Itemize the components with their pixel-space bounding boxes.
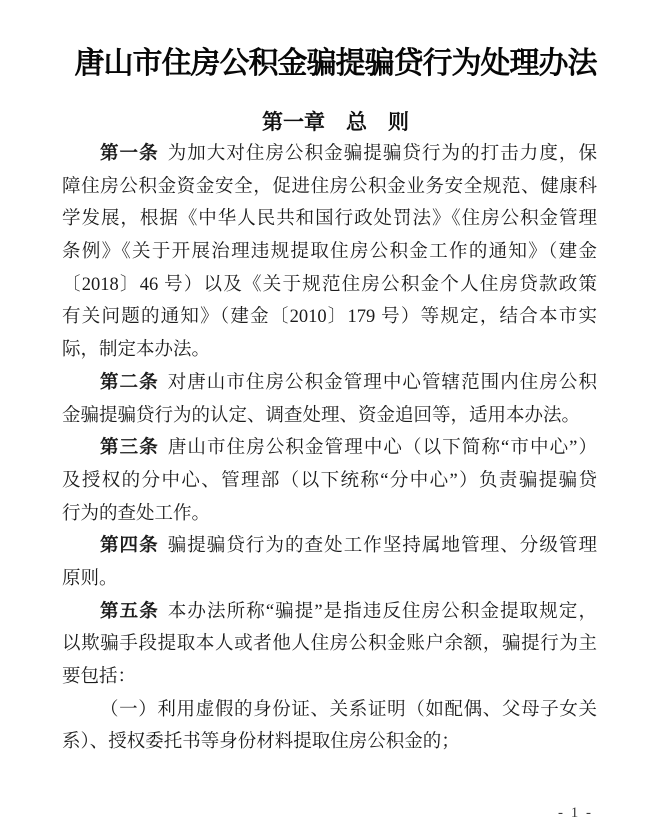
- text-line: [62, 628, 597, 661]
- page-number: - 1 -: [558, 805, 593, 821]
- text-line: [62, 301, 597, 334]
- text-line: [62, 498, 597, 531]
- text-line: [62, 596, 597, 629]
- text-line: [62, 726, 597, 759]
- text-line: [62, 563, 597, 596]
- document-body: [62, 138, 597, 759]
- chapter-heading: 第一章 总 则: [262, 110, 409, 134]
- line-text: 要包括：: [62, 667, 137, 687]
- text-line: [62, 400, 597, 433]
- article-number: 第二条: [100, 372, 159, 393]
- text-line: [62, 269, 597, 302]
- line-text: （一）利用虚假的身份证、关系证明（如配偶、父母子女关: [100, 699, 597, 720]
- text-line: [62, 334, 597, 367]
- line-text: 及授权的分中心、管理部（以下统称“分中心”）负责骗提骗贷: [62, 470, 597, 491]
- line-text: 障住房公积金资金安全，促进住房公积金业务安全规范、健康科: [62, 176, 597, 197]
- text-line: [62, 236, 597, 269]
- line-text: 有关问题的通知》（建金〔2010〕179 号）等规定，结合本市实: [62, 307, 597, 328]
- line-text: 条例》《关于开展治理违规提取住房公积金工作的通知》（建金: [62, 242, 597, 263]
- line-text: 系）、授权委托书等身份材料提取住房公积金的；: [62, 732, 460, 753]
- text-line: [62, 432, 597, 465]
- article-number: 第四条: [100, 536, 159, 557]
- line-text: 唐山市住房公积金管理中心（以下简称“市中心”）: [167, 438, 597, 459]
- article-number: 第三条: [100, 438, 159, 459]
- line-text: 以欺骗手段提取本人或者他人住房公积金账户余额，骗提行为主: [62, 634, 597, 655]
- text-line: [62, 367, 597, 400]
- article-number: 第五条: [100, 601, 159, 622]
- text-line: [62, 694, 597, 727]
- text-line: [62, 661, 597, 694]
- line-text: 对唐山市住房公积金管理中心管辖范围内住房公积: [167, 372, 597, 393]
- line-text: 骗提骗贷行为的查处工作坚持属地管理、分级管理: [167, 536, 597, 557]
- article-number: 第一条: [100, 144, 159, 164]
- line-text: 金骗提骗贷行为的认定、调查处理、资金追回等，适用本办法。: [62, 405, 581, 426]
- line-text: 〔2018〕46 号）以及《关于规范住房公积金个人住房贷款政策: [62, 274, 597, 295]
- text-line: [62, 138, 597, 171]
- line-text: 本办法所称“骗提”是指违反住房公积金提取规定，: [167, 601, 597, 622]
- line-text: 学发展，根据《中华人民共和国行政处罚法》《住房公积金管理: [62, 209, 597, 230]
- text-line: [62, 171, 597, 204]
- line-text: 行为的查处工作。: [62, 503, 211, 524]
- text-line: [62, 203, 597, 236]
- line-text: 际，制定本办法。: [62, 340, 211, 361]
- text-line: [62, 465, 597, 498]
- document-title: 唐山市住房公积金骗提骗贷行为处理办法: [74, 47, 597, 80]
- line-text: 为加大对住房公积金骗提骗贷行为的打击力度，保: [167, 144, 597, 164]
- line-text: 原则。: [62, 568, 118, 589]
- text-line: [62, 530, 597, 563]
